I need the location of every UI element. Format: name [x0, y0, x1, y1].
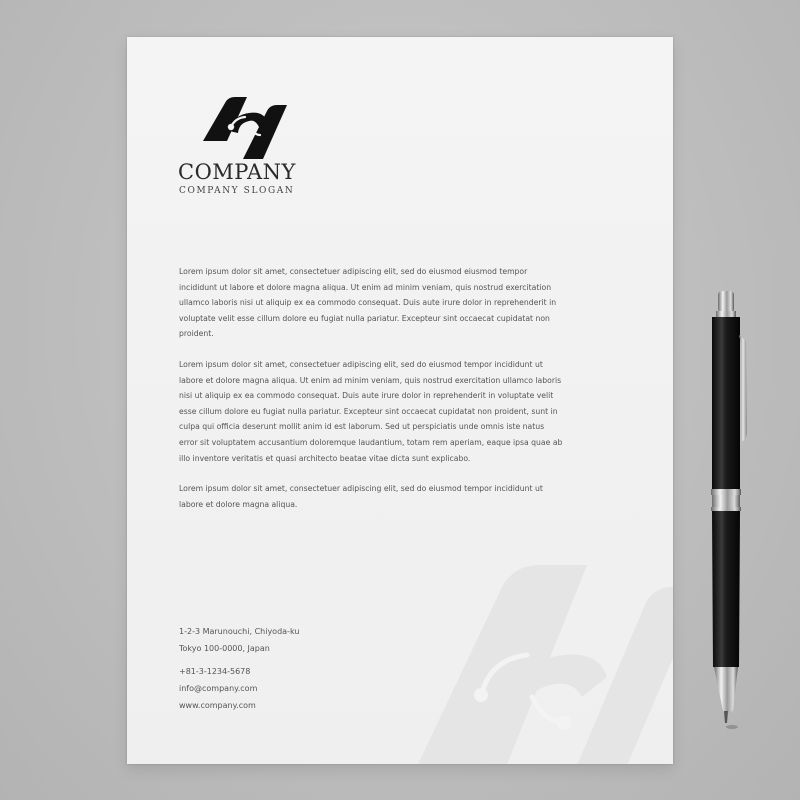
- website-address: www.company.com: [179, 701, 256, 710]
- company-name: COMPANY: [178, 160, 296, 184]
- ballpoint-pen: [706, 291, 756, 731]
- address-line-2: Tokyo 100-0000, Japan: [179, 644, 270, 653]
- paragraph-1: Lorem ipsum dolor sit amet, consectetuer adipiscing elit, sed do eiusmod eiusmod tempor incididunt ut labore et dolore magna aliqua. Ut enim ad minim veniam, quis nostrud exercitation ullamco laboris nisi ut aliquip ex ea commodo consequat. Duis aute irure dolor in reprehenderit in voluptate velit esse cillum dolore eu fugiat nulla pariatur. Excepteur sint occaecat cupidatat non proident.: [179, 267, 557, 339]
- letterhead-sheet: [127, 37, 673, 764]
- company-slogan: COMPANY SLOGAN: [179, 186, 295, 196]
- watermark-logo-icon: [382, 547, 673, 764]
- contact-footer: [179, 623, 299, 714]
- email-address: info@company.com: [179, 684, 258, 693]
- paragraph-2: Lorem ipsum dolor sit amet, consectetuer adipiscing elit, sed do eiusmod tempor incididunt ut labore et dolore magna aliqua. Ut enim ad minim veniam, quis nostrud exercitation ullamco laboris nisi ut aliquip ex ea commodo consequat. Duis aute irure dolor in reprehenderit in voluptate velit esse cillum dolore eu fugiat nulla pariatur. Excepteur sint occaecat cupidatat non proident, sunt in culpa qui officia deserunt mollit anim id est laborum. Sed ut perspiciatis unde omnis iste natus error sit voluptatem accusantium doloremque laudantium, totam rem aperiam, eaque ipsa quae ab illo inventore veritatis et quasi architecto beatae vitae dicta sunt explicabo.: [179, 359, 563, 463]
- letter-body: [179, 264, 563, 527]
- company-logo-icon: [203, 97, 287, 159]
- phone-number: +81-3-1234-5678: [179, 667, 251, 676]
- address-line-1: 1-2-3 Marunouchi, Chiyoda-ku: [179, 627, 300, 636]
- paragraph-3: Lorem ipsum dolor sit amet, consectetuer adipiscing elit, sed do eiusmod tempor incididunt ut labore et dolore magna aliqua.: [179, 484, 543, 509]
